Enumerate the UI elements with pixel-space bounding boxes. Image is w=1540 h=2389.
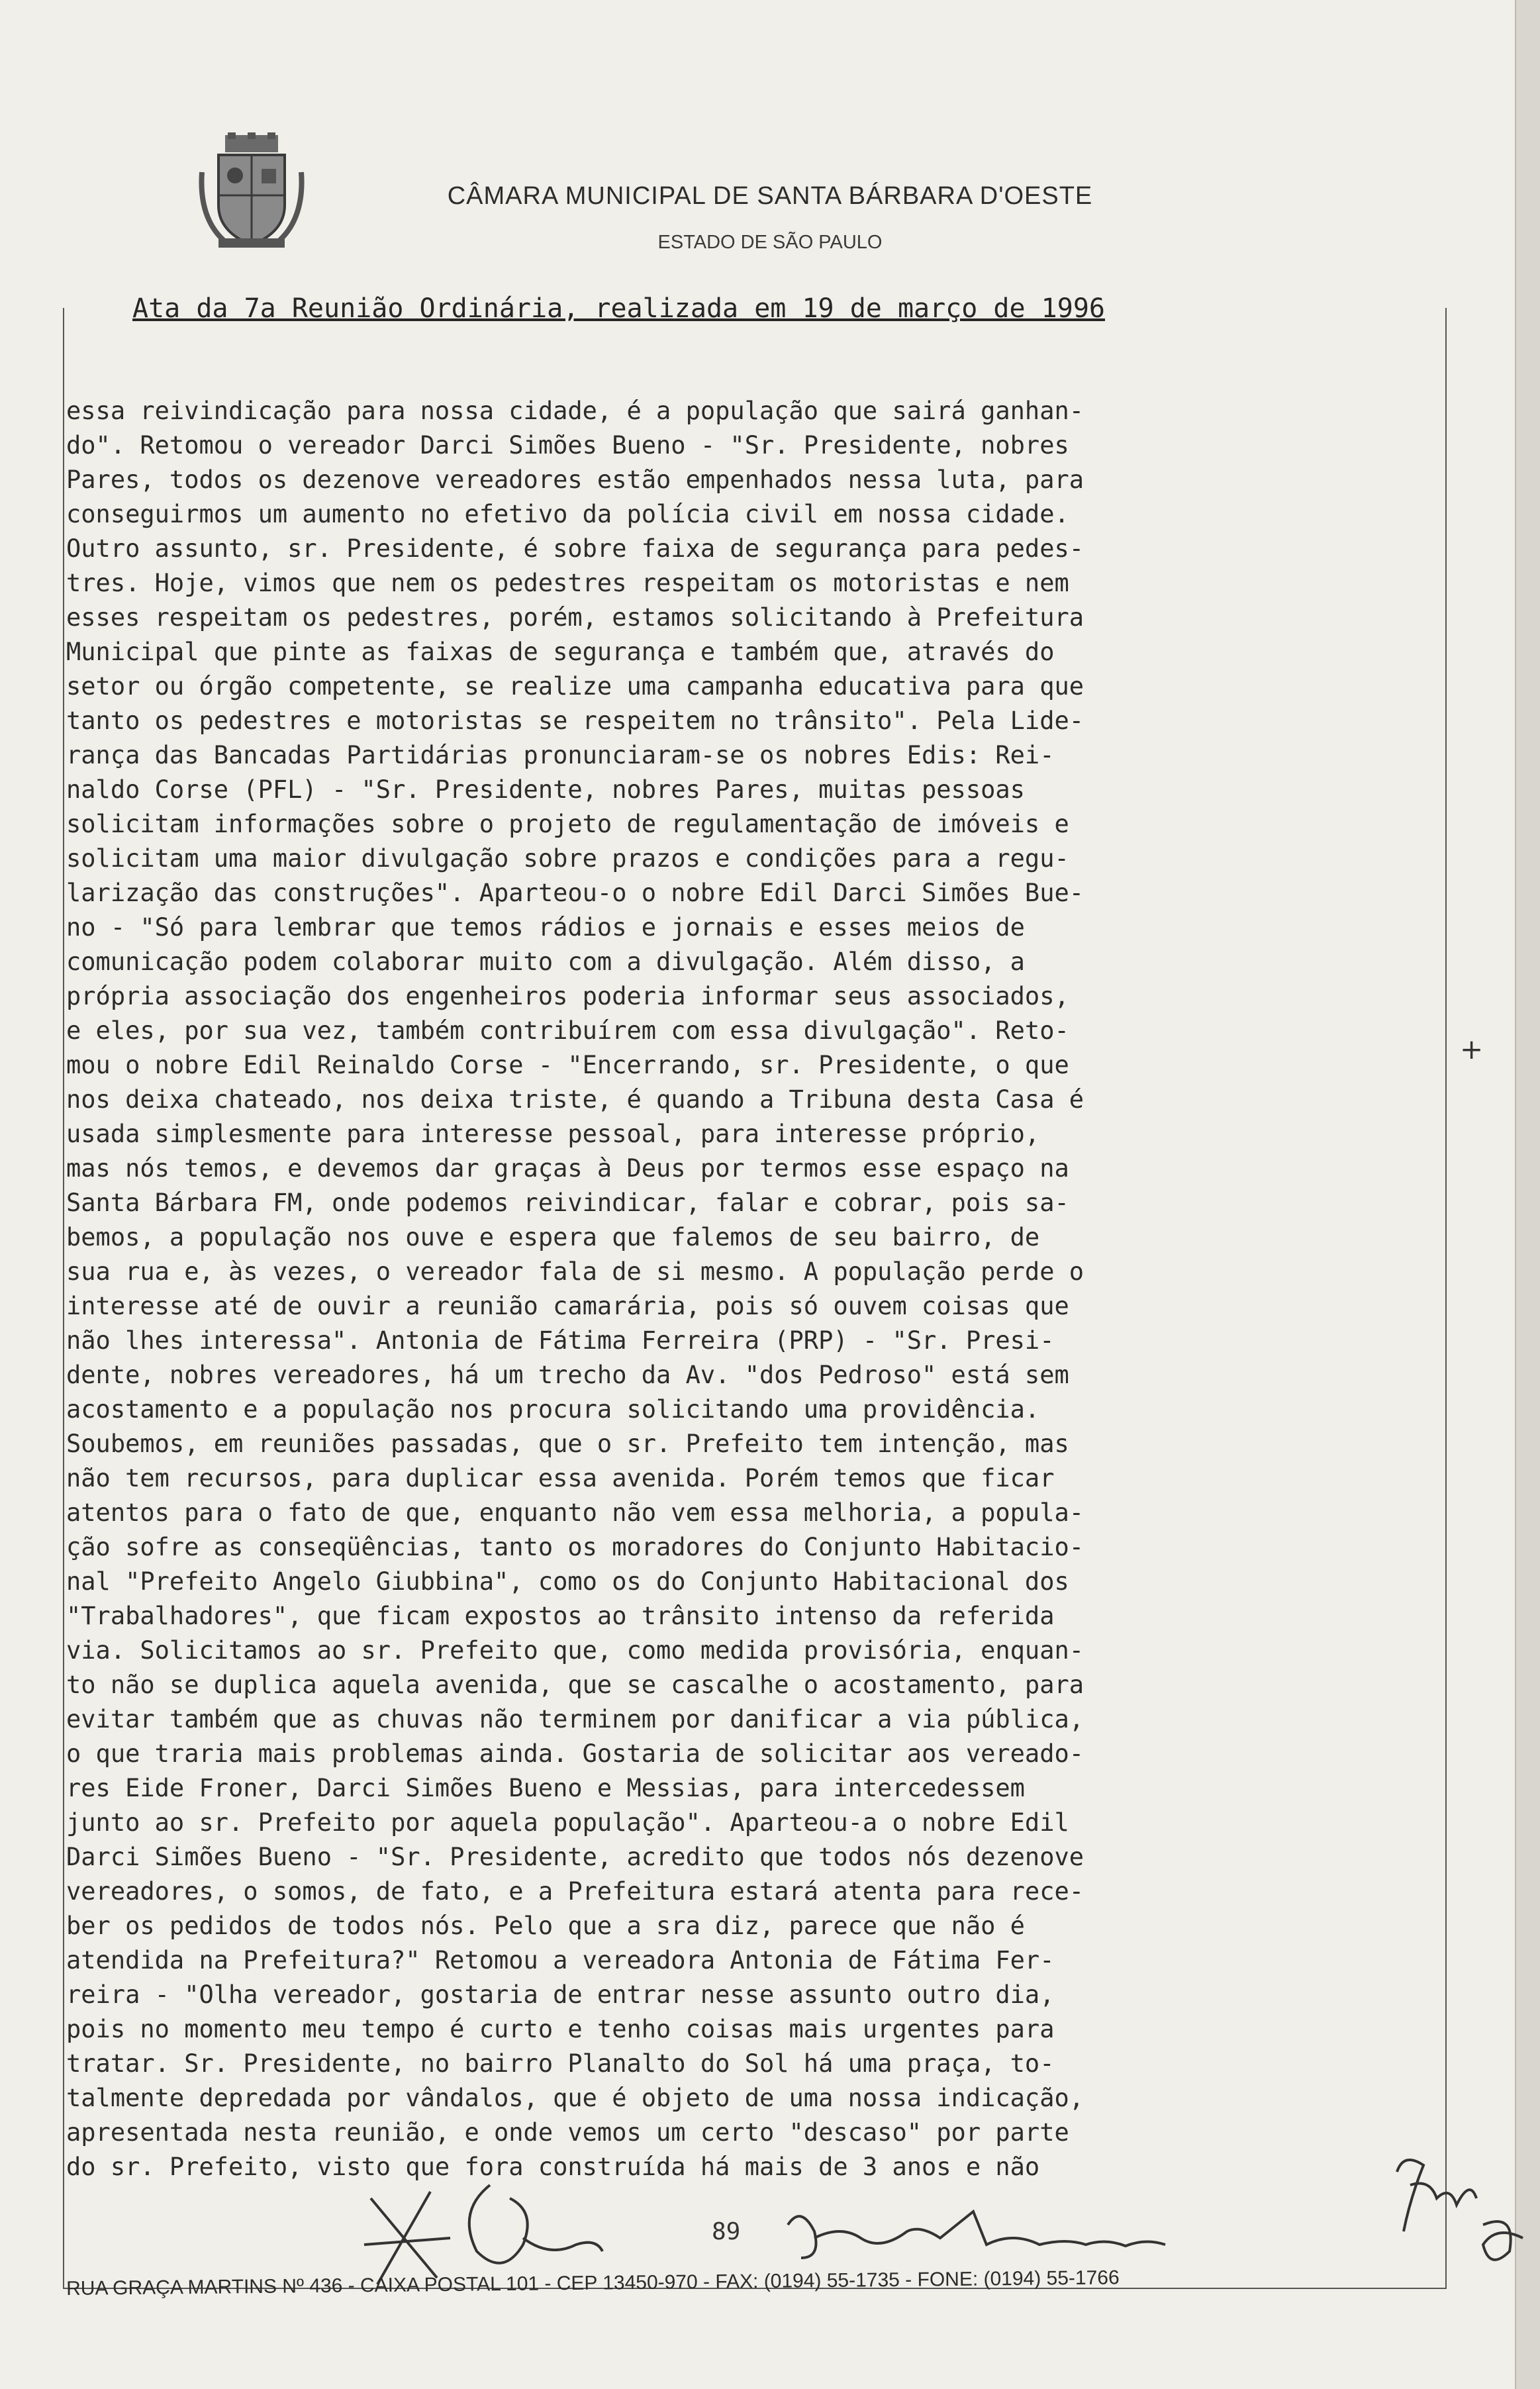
footer-address: RUA GRAÇA MARTINS Nº 436 - CAIXA POSTAL 101 - CEP 13450-970 - FAX: (0194) 55-1735 - FONE: (0194) 55-1766: [66, 2267, 1120, 2300]
text-line: ber os pedidos de todos nós. Pelo que a sra diz, parece que não é: [66, 1912, 1025, 1940]
text-line: junto ao sr. Prefeito por aquela população". Aparteou-a o nobre Edil: [66, 1808, 1069, 1837]
text-line: tanto os pedestres e motoristas se respeitem no trânsito". Pela Lide-: [66, 707, 1084, 735]
text-line: tres. Hoje, vimos que nem os pedestres respeitam os motoristas e nem: [66, 569, 1069, 597]
text-line: atentos para o fato de que, enquanto não vem essa melhoria, a popula-: [66, 1498, 1084, 1527]
text-line: do sr. Prefeito, visto que fora construída há mais de 3 anos e não: [66, 2153, 1040, 2181]
handwritten-signature-icon: [1384, 2145, 1529, 2271]
text-line: rança das Bancadas Partidárias pronunciaram-se os nobres Edis: Rei-: [66, 741, 1055, 769]
text-line: interesse até de ouvir a reunião camarária, pois só ouvem coisas que: [66, 1292, 1069, 1320]
text-line: nos deixa chateado, nos deixa triste, é quando a Tribuna desta Casa é: [66, 1085, 1084, 1114]
text-line: Darci Simões Bueno - "Sr. Presidente, acredito que todos nós dezenove: [66, 1843, 1084, 1871]
institution-name: CÂMARA MUNICIPAL DE SANTA BÁRBARA D'OESTE: [447, 182, 1093, 210]
text-line: larização das construções". Aparteou-o o nobre Edil Darci Simões Bue-: [66, 879, 1084, 907]
text-line: acostamento e a população nos procura solicitando uma providência.: [66, 1395, 1040, 1424]
text-line: não tem recursos, para duplicar essa avenida. Porém temos que ficar: [66, 1464, 1055, 1492]
page-number: 89: [712, 2218, 741, 2245]
text-line: usada simplesmente para interesse pessoal, para interesse próprio,: [66, 1120, 1040, 1148]
text-line: pois no momento meu tempo é curto e tenho coisas mais urgentes para: [66, 2015, 1055, 2043]
minutes-body: [66, 394, 1443, 2184]
text-line: setor ou órgão competente, se realize uma campanha educativa para que: [66, 672, 1084, 701]
handwritten-signature-icon: [775, 2198, 1172, 2271]
frame-left-border: [63, 308, 64, 2288]
text-line: e eles, por sua vez, também contribuírem com essa divulgação". Reto-: [66, 1016, 1069, 1045]
scan-edge: [1515, 0, 1540, 2389]
text-line: essa reivindicação para nossa cidade, é a população que sairá ganhan-: [66, 397, 1084, 425]
text-line: do". Retomou o vereador Darci Simões Bueno - "Sr. Presidente, nobres: [66, 431, 1069, 460]
handwritten-signature-icon: [450, 2172, 609, 2278]
text-line: solicitam informações sobre o projeto de regulamentação de imóveis e: [66, 810, 1069, 838]
text-line: solicitam uma maior divulgação sobre prazos e condições para a regu-: [66, 844, 1069, 873]
text-line: não lhes interessa". Antonia de Fátima Ferreira (PRP) - "Sr. Presi-: [66, 1326, 1055, 1355]
text-line: vereadores, o somos, de fato, e a Prefeitura estará atenta para rece-: [66, 1877, 1084, 1906]
text-line: naldo Corse (PFL) - "Sr. Presidente, nobres Pares, muitas pessoas: [66, 775, 1025, 804]
minutes-title: Ata da 7a Reunião Ordinária, realizada em 19 de março de 1996: [132, 293, 1106, 324]
text-line: Soubemos, em reuniões passadas, que o sr. Prefeito tem intenção, mas: [66, 1430, 1069, 1458]
text-line: Outro assunto, sr. Presidente, é sobre faixa de segurança para pedes-: [66, 534, 1084, 563]
text-line: via. Solicitamos ao sr. Prefeito que, como medida provisória, enquan-: [66, 1636, 1084, 1665]
text-line: nal "Prefeito Angelo Giubbina", como os do Conjunto Habitacional dos: [66, 1567, 1069, 1596]
text-line: apresentada nesta reunião, e onde vemos um certo "descaso" por parte: [66, 2118, 1069, 2147]
text-line: conseguirmos um aumento no efetivo da polícia civil em nossa cidade.: [66, 500, 1069, 528]
text-line: ção sofre as conseqüências, tanto os moradores do Conjunto Habitacio-: [66, 1533, 1084, 1561]
text-line: bemos, a população nos ouve e espera que falemos de seu bairro, de: [66, 1223, 1040, 1251]
text-line: sua rua e, às vezes, o vereador fala de si mesmo. A população perde o: [66, 1257, 1084, 1286]
text-line: mou o nobre Edil Reinaldo Corse - "Encerrando, sr. Presidente, o que: [66, 1051, 1069, 1079]
frame-right-border: [1445, 308, 1447, 2288]
text-line: reira - "Olha vereador, gostaria de entrar nesse assunto outro dia,: [66, 1980, 1055, 2009]
text-line: "Trabalhadores", que ficam expostos ao trânsito intenso da referida: [66, 1602, 1055, 1630]
state-name: ESTADO DE SÃO PAULO: [657, 232, 883, 253]
text-line: no - "Só para lembrar que temos rádios e jornais e esses meios de: [66, 913, 1025, 942]
text-line: Municipal que pinte as faixas de segurança e também que, através do: [66, 638, 1055, 666]
text-line: esses respeitam os pedestres, porém, estamos solicitando à Prefeitura: [66, 603, 1084, 632]
text-line: Pares, todos os dezenove vereadores estão empenhados nessa luta, para: [66, 465, 1084, 494]
text-line: talmente depredada por vândalos, que é objeto de uma nossa indicação,: [66, 2084, 1084, 2112]
text-line: evitar também que as chuvas não terminem por danificar a via pública,: [66, 1705, 1084, 1733]
text-line: mas nós temos, e devemos dar graças à Deus por termos esse espaço na: [66, 1154, 1069, 1183]
text-line: o que traria mais problemas ainda. Gostaria de solicitar aos vereado-: [66, 1739, 1084, 1768]
text-line: atendida na Prefeitura?" Retomou a vereadora Antonia de Fátima Fer-: [66, 1946, 1055, 1975]
text-line: Santa Bárbara FM, onde podemos reivindicar, falar e cobrar, pois sa-: [66, 1189, 1069, 1217]
text-line: própria associação dos engenheiros poderia informar seus associados,: [66, 982, 1069, 1010]
text-line: res Eide Froner, Darci Simões Bueno e Messias, para intercedessem: [66, 1774, 1025, 1802]
text-line: dente, nobres vereadores, há um trecho da Av. "dos Pedroso" está sem: [66, 1361, 1069, 1389]
margin-plus-mark: +: [1460, 1033, 1484, 1065]
text-line: to não se duplica aquela avenida, que se cascalhe o acostamento, para: [66, 1671, 1084, 1699]
text-line: comunicação podem colaborar muito com a divulgação. Além disso, a: [66, 948, 1025, 976]
text-line: tratar. Sr. Presidente, no bairro Planalto do Sol há uma praça, to-: [66, 2049, 1055, 2078]
